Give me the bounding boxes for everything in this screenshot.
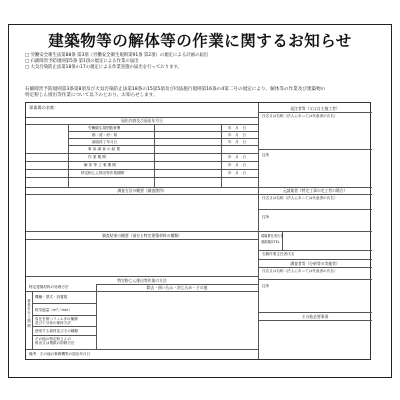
row-label: 解 体 等 工 事 期 間 [84, 163, 117, 167]
row-date: 年 月 日 [228, 140, 246, 144]
divider [68, 131, 258, 132]
note-line: □ 石綿障害予防規則第5条 第1項の規定による作業の届出 [25, 59, 139, 64]
notice-form-grid [25, 102, 371, 360]
row-date: 年 月 日 [228, 171, 246, 175]
board-title: 建築物等の解体等の作業に関するお知らせ [48, 32, 352, 50]
divider [68, 145, 258, 146]
divider [26, 124, 258, 125]
builder-address-label: 住所 [262, 215, 270, 219]
divider [258, 231, 372, 232]
survey-method-header: 調査方法の概要（調査箇所） [117, 188, 167, 193]
divider [32, 315, 96, 316]
investigator-name-label: 氏名又は名称（法人にあっては代表者の氏名） [262, 269, 338, 273]
row-date: 年 月 日 [228, 163, 246, 167]
dust-method-subheader: 除去・囲い込み・封じ込め・その他 [146, 285, 208, 290]
contractor-name-label: 氏名又は名称（法人にあっては代表者の氏名） [262, 114, 338, 118]
divider [26, 194, 258, 195]
left-item: その他の特定粉じんの 排出又は飛散の抑制方法 [35, 337, 75, 345]
other-header: その他必要事項 [301, 314, 329, 319]
row-label: 調査終了年月日 [92, 140, 118, 144]
divider [68, 138, 258, 139]
notification-notes [25, 53, 208, 71]
contractor-address-label: 住所 [262, 153, 270, 157]
project-name-label: 事業場の名称： [29, 105, 59, 110]
divider [258, 194, 372, 195]
divider [32, 291, 33, 349]
period-side-label: 事業を行う期間 [27, 299, 31, 328]
intro-line: 石綿障害予防規則第3条第8項及び大気汚染防止法第18条の15第5項及び同法施行規則第16条の4第二号の規定により、解体等の作業及び建築物の [25, 87, 326, 92]
divider [96, 284, 97, 349]
divider [26, 276, 258, 277]
divider [258, 209, 372, 210]
row-label: 作 業 期 間 [88, 155, 106, 159]
left-item: 機種・型式・設置数 [35, 295, 68, 299]
divider [258, 259, 372, 260]
divider [258, 149, 372, 150]
row-date: 年 月 日 [228, 126, 246, 130]
row-label: 労働衛生規則監督署 [88, 126, 121, 130]
divider [26, 161, 258, 162]
divider [26, 291, 258, 292]
divider [32, 303, 96, 304]
left-item: 特定建築材料の処理方法 [29, 285, 69, 289]
row-label: 都・道・府・県 [92, 133, 118, 137]
reporting-header: 届出内容及び届出年月日 [121, 118, 163, 123]
investigator-header: 調査者等（分析等の実施者） [290, 261, 340, 266]
site-manager-label: 現場責任者氏名 [261, 234, 284, 238]
divider [32, 326, 96, 327]
divider [26, 177, 258, 178]
divider [26, 231, 258, 232]
divider [258, 250, 372, 251]
left-item: 負圧を保つフィルタの種類 及び十分差の保持方法 [35, 317, 78, 325]
row-label: 事 前 調 査 の 結 果 [88, 147, 121, 151]
row-label: 特定粉じん排出等作業期間 [81, 171, 125, 175]
builder-name-label: 氏名又は名称（法人にあっては代表者の氏名） [262, 196, 338, 200]
left-item: 排気風量（m³／min） [35, 308, 72, 312]
contractor-header: 発注者等（又は自主施工者） [290, 106, 340, 111]
row-date: 年 月 日 [228, 155, 246, 159]
divider [26, 349, 258, 350]
divider [32, 335, 96, 336]
intro-line: 特定粉じん排出等作業について以下のとおり、お知らせします。 [25, 93, 158, 99]
divider [258, 267, 372, 268]
survey-result-header: 調査結果の概要（部分と特定建築材料の種類） [102, 233, 182, 238]
contact-label: 連絡場所TEL [261, 240, 280, 244]
work-lead-label: 石綿作業主任者氏名 [262, 252, 295, 256]
divider [258, 279, 372, 280]
divider [258, 320, 372, 321]
notice-board [8, 24, 392, 378]
divider [258, 112, 372, 113]
divider [26, 239, 258, 240]
investigator-address-label: 住所 [262, 284, 270, 288]
dust-method-header: 特定粉じん排出等作業の方法 [117, 278, 167, 283]
note-line: □ 労働安全衛生法第88条 第3項（労働安全衛生規則第91条 第2項）の規定による計画の届出 [25, 53, 209, 58]
left-item: 使用する資材並びその種類 [35, 329, 79, 333]
divider [258, 312, 372, 313]
remarks: 備考：その他の事務機等の届出年月日 [29, 352, 91, 356]
builder-header: 元請業者（特定工事の完工者の場合） [282, 188, 348, 193]
divider [26, 169, 258, 170]
divider [26, 153, 258, 154]
note-line: □ 大気汚染防止法第18条の17の規定による作業実施の届出を行っております。 [25, 65, 182, 70]
row-date: 年 月 日 [228, 133, 246, 137]
intro-text [25, 87, 325, 100]
